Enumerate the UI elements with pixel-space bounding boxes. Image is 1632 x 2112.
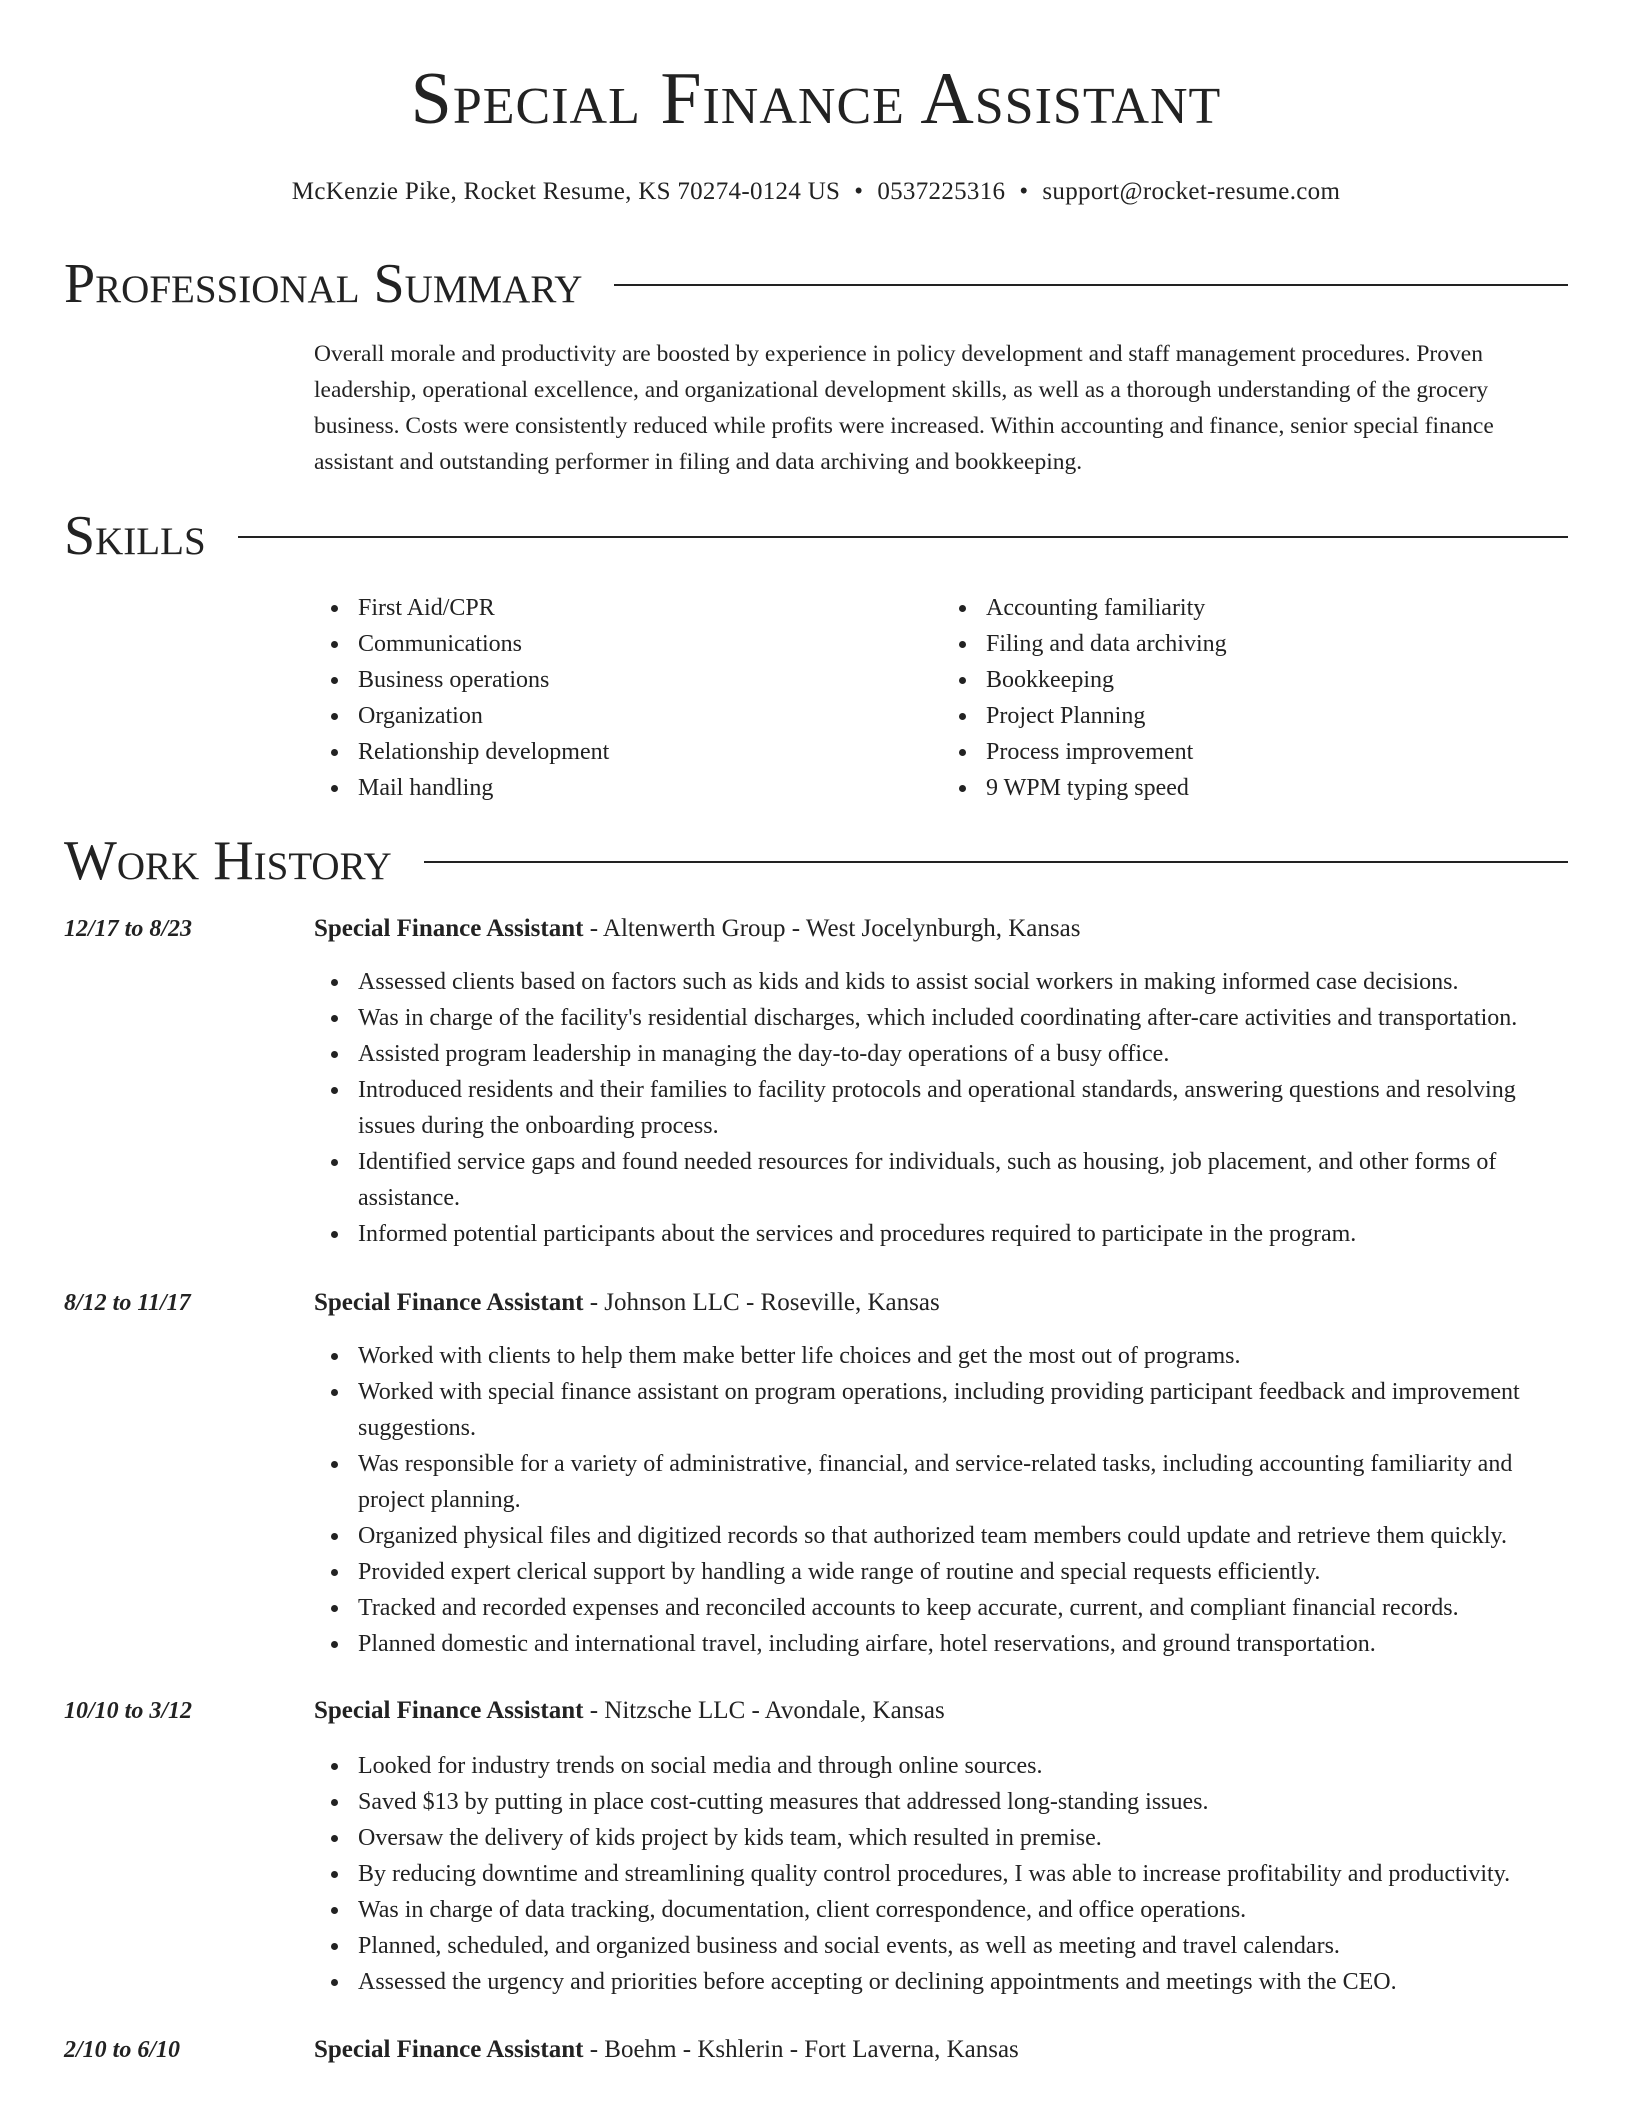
section-divider <box>614 284 1568 286</box>
skills-column-right <box>942 590 1570 806</box>
contact-phone: 0537225316 <box>877 178 1006 205</box>
contact-email: support@rocket-resume.com <box>1042 178 1341 205</box>
job-title: Special Finance Assistant <box>314 2036 584 2063</box>
skill-item: Filing and data archiving <box>986 626 1570 662</box>
job-bullet: Was responsible for a variety of administrative, financial, and service-related tasks, including accounting familiarity and project planning. <box>358 1446 1570 1518</box>
skill-item: Relationship development <box>358 734 942 770</box>
job-title: Special Finance Assistant <box>314 915 584 942</box>
skill-item: Bookkeeping <box>986 662 1570 698</box>
job-title-line <box>314 2033 1019 2067</box>
job-title: Special Finance Assistant <box>314 1289 584 1316</box>
job-bullet: Was in charge of the facility's residential discharges, which included coordinating after-care activities and transportation. <box>358 1000 1570 1036</box>
skill-item: Business operations <box>358 662 942 698</box>
job-bullet: Saved $13 by putting in place cost-cutting measures that addressed long-standing issues. <box>358 1784 1570 1820</box>
skills-column-left <box>314 590 942 806</box>
contact-line <box>0 176 1632 208</box>
job-details: - Boehm - Kshlerin - Fort Laverna, Kansas <box>583 2036 1019 2063</box>
job-bullet: Assisted program leadership in managing the day-to-day operations of a busy office. <box>358 1036 1570 1072</box>
job-bullet: Planned, scheduled, and organized business and social events, as well as meeting and travel calendars. <box>358 1928 1570 1964</box>
summary-heading: Professional Summary <box>64 253 583 315</box>
skill-item: Project Planning <box>986 698 1570 734</box>
job-dates: 12/17 to 8/23 <box>64 916 193 942</box>
contact-separator: • <box>1019 178 1029 205</box>
job-bullet: Was in charge of data tracking, documentation, client correspondence, and office operations. <box>358 1892 1570 1928</box>
job-title-line <box>314 1694 945 1728</box>
job-title-line <box>314 912 1080 946</box>
job-details: - Nitzsche LLC - Avondale, Kansas <box>583 1697 945 1724</box>
job-bullet: Worked with clients to help them make better life choices and get the most out of programs. <box>358 1338 1570 1374</box>
contact-separator: • <box>854 178 864 205</box>
job-dates: 2/10 to 6/10 <box>64 2037 181 2063</box>
job-bullet: Looked for industry trends on social media and through online sources. <box>358 1748 1570 1784</box>
job-bullet: Identified service gaps and found needed resources for individuals, such as housing, job placement, and other forms of assistance. <box>358 1144 1570 1216</box>
skills-list <box>314 590 1570 806</box>
job-bullet: Tracked and recorded expenses and reconciled accounts to keep accurate, current, and compliant financial records. <box>358 1590 1570 1626</box>
job-bullet: Organized physical files and digitized records so that authorized team members could update and retrieve them quickly. <box>358 1518 1570 1554</box>
job-bullet: Assessed the urgency and priorities before accepting or declining appointments and meetings with the CEO. <box>358 1964 1570 2000</box>
job-title-line <box>314 1286 940 1320</box>
job-bullet: Informed potential participants about the services and procedures required to participate in the program. <box>358 1216 1570 1252</box>
skill-item: Communications <box>358 626 942 662</box>
contact-address: McKenzie Pike, Rocket Resume, KS 70274-0124 US <box>291 178 841 205</box>
job-bullet: By reducing downtime and streamlining quality control procedures, I was able to increase profitability and productivity. <box>358 1856 1570 1892</box>
skills-section-header <box>64 504 1568 568</box>
job-bullet: Provided expert clerical support by handling a wide range of routine and special requests efficiently. <box>358 1554 1570 1590</box>
job-bullet: Introduced residents and their families to facility protocols and operational standards, answering questions and resolving issues during the onboarding process. <box>358 1072 1570 1144</box>
skill-item: Process improvement <box>986 734 1570 770</box>
section-divider <box>424 861 1568 863</box>
job-bullet: Planned domestic and international travel, including airfare, hotel reservations, and ground transportation. <box>358 1626 1570 1662</box>
job-title: Special Finance Assistant <box>314 1697 584 1724</box>
job-bullet: Worked with special finance assistant on program operations, including providing participant feedback and improvement suggestions. <box>358 1374 1570 1446</box>
job-details: - Johnson LLC - Roseville, Kansas <box>583 1289 940 1316</box>
job-bullet: Assessed clients based on factors such as kids and kids to assist social workers in making informed case decisions. <box>358 964 1570 1000</box>
skill-item: First Aid/CPR <box>358 590 942 626</box>
resume-title: Special Finance Assistant <box>410 58 1222 140</box>
skills-heading: Skills <box>64 505 206 567</box>
work-section-header <box>64 829 1568 893</box>
skill-item: Mail handling <box>358 770 942 806</box>
summary-text: Overall morale and productivity are boosted by experience in policy development and staff management procedures. Proven leadership, operational excellence, and organizational development skills, as well as a thorough understanding of the grocery business. Costs were consistently reduced while profits were increased. Within accounting and finance, senior special finance assistant and outstanding performer in filing and data archiving and bookkeeping. <box>314 341 1494 475</box>
work-heading: Work History <box>64 830 392 892</box>
job-bullet: Oversaw the delivery of kids project by kids team, which resulted in premise. <box>358 1820 1570 1856</box>
skill-item: Organization <box>358 698 942 734</box>
job-bullets <box>314 1338 1570 1662</box>
skill-item: Accounting familiarity <box>986 590 1570 626</box>
job-dates: 8/12 to 11/17 <box>64 1290 191 1316</box>
job-bullets <box>314 964 1570 1252</box>
job-dates: 10/10 to 3/12 <box>64 1698 193 1724</box>
section-divider <box>238 536 1568 538</box>
job-bullets <box>314 1748 1570 2000</box>
job-details: - Altenwerth Group - West Jocelynburgh, Kansas <box>583 915 1081 942</box>
skill-item: 9 WPM typing speed <box>986 770 1570 806</box>
summary-section-header <box>64 252 1568 316</box>
